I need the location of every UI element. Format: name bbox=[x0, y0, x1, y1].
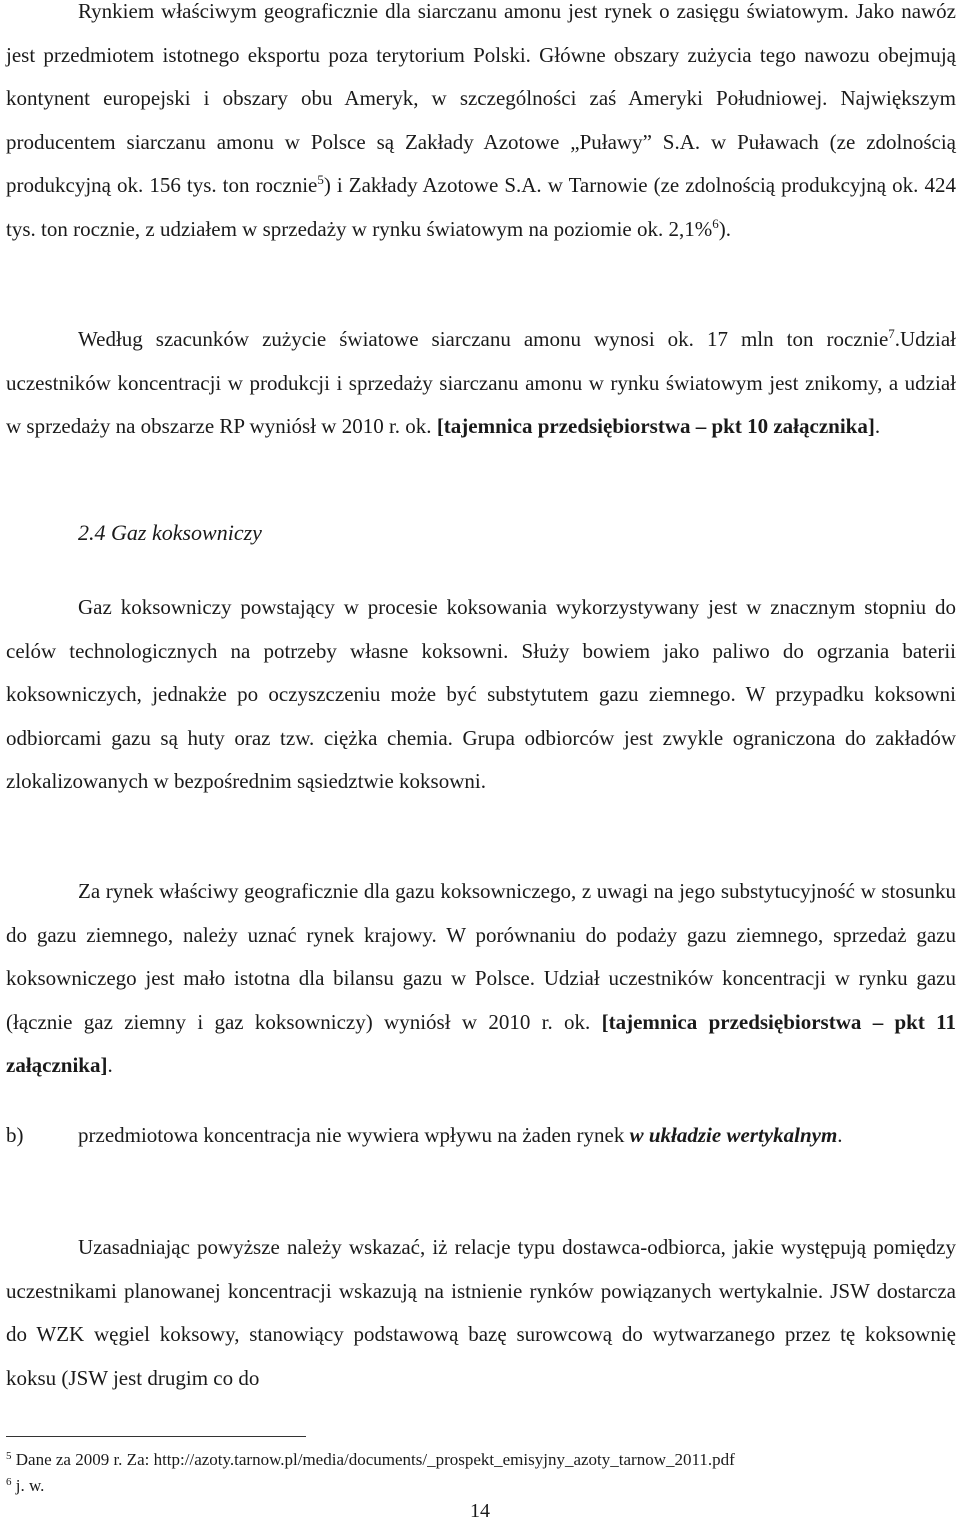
footnote-separator bbox=[6, 1436, 306, 1437]
footnote-number: 5 bbox=[6, 1450, 12, 1462]
page-number: 14 bbox=[470, 1500, 490, 1522]
paragraph-vertical-relations: Uzasadniając powyższe należy wskazać, iż relacje typu dostawca-odbiorca, jakie występują pomiędzy uczestnikami planowanej koncentracji wskazują na istnienie rynków powiązanych wertykalnie. JSW dostarcza do WZK węgiel koksowy, stanowiący podstawową bazę surowcową do wytwarzanego przez tę koksownię koksu (JSW jest drugim co do bbox=[6, 1235, 956, 1390]
paragraph-text: przedmiotowa koncentracja nie wywiera wpływu na żaden rynek bbox=[78, 1123, 630, 1147]
paragraph-text: .Udział uczestników koncentracji w produkcji i sprzedaży siarczanu amonu w rynku światowym jest znikomy, a udział w sprzedaży na obszarze RP wyniósł w 2010 r. ok. bbox=[6, 327, 956, 438]
footnote-text: j. w. bbox=[15, 1476, 45, 1495]
confidential-note: [tajemnica przedsiębiorstwa – pkt 11 załącznika] bbox=[6, 1009, 957, 1077]
emphasis-text: wertykalnym bbox=[726, 1123, 838, 1147]
footnote-5 bbox=[6, 1448, 735, 1472]
paragraph-coke-gas: Gaz koksowniczy powstający w procesie koksowania wykorzystywany jest w znacznym stopniu do celów technologicznych na potrzeby własne koksowni. Służy bowiem jako paliwo do ogrzania baterii koksowniczych, jednakże po oczyszczeniu może być substytutem gazu ziemnego. W przypadku koksowni odbiorcami gazu są huty oraz tzw. ciężka chemia. Grupa odbiorców jest zwykle ograniczona do zakładów zlokalizowanych w bezpośrednim sąsiedztwie koksowni. bbox=[6, 595, 956, 793]
section-heading: 2.4 Gaz koksowniczy bbox=[78, 520, 262, 545]
emphasis-text: w układzie bbox=[629, 1123, 722, 1147]
paragraph-text: . bbox=[107, 1053, 113, 1077]
paragraph-text: Za rynek właściwy geograficznie dla gazu koksowniczego, z uwagi na jego substytucyjność w stosunku do gazu ziemnego, należy uznać rynek krajowy. W porównaniu do podaży gazu ziemnego, sprzedaż gazu koksowniczego jest mało istotna dla bilansu gazu w Polsce. Udział uczestników koncentracji w rynku gazu (łącznie gaz ziemny i gaz koksowniczy) wyniósł w 2010 r. ok. bbox=[6, 879, 956, 1034]
paragraph-point-b bbox=[6, 1114, 956, 1158]
paragraph-ammonium-sulfate-market bbox=[6, 0, 956, 251]
paragraph-ammonium-sulfate-consumption bbox=[6, 318, 956, 449]
paragraph-text: Rynkiem właściwym geograficznie dla siarczanu amonu jest rynek o zasięgu światowym. Jako nawóz jest przedmiotem istotnego eksportu poza terytorium Polski. Główne obszary zużycia tego nawozu obejmują kontynent europejski i obszary obu Ameryk, w szczególności zaś Ameryki Południowej. Największym producentem siarczanu amonu w Polsce są Zakłady Azotowe „Puławy” S.A. w Puławach (ze zdolnością produkcyjną ok. 156 tys. ton rocznie bbox=[6, 0, 956, 197]
paragraph-text: Według szacunków zużycie światowe siarczanu amonu wynosi ok. 17 mln ton rocznie bbox=[78, 327, 889, 351]
footnote-ref[interactable]: 7 bbox=[888, 326, 895, 341]
footnote-number: 6 bbox=[6, 1476, 12, 1488]
paragraph-text: . bbox=[874, 414, 881, 438]
confidential-note: [tajemnica przedsiębiorstwa – pkt 10 załącznika] bbox=[436, 414, 875, 438]
paragraph-coke-gas-market bbox=[6, 870, 956, 1088]
footnote-6 bbox=[6, 1474, 44, 1498]
paragraph-text: ). bbox=[718, 216, 731, 241]
paragraph-text: ) i Zakłady Azotowe S.A. w Tarnowie (ze zdolnością produkcyjną ok. 424 tys. ton rocznie, z udziałem w sprzedaży w rynku światowym na poziomie ok. 2,1% bbox=[6, 173, 956, 241]
footnote-ref[interactable]: 6 bbox=[712, 215, 719, 231]
footnote-ref[interactable]: 5 bbox=[317, 172, 324, 187]
footnote-text: Dane za 2009 r. Za: http://azoty.tarnow.pl/media/documents/_prospekt_emisyjny_azoty_tarnow_2011.pdf bbox=[15, 1450, 735, 1469]
paragraph-text: . bbox=[837, 1123, 843, 1147]
list-label: b) bbox=[6, 1123, 24, 1147]
